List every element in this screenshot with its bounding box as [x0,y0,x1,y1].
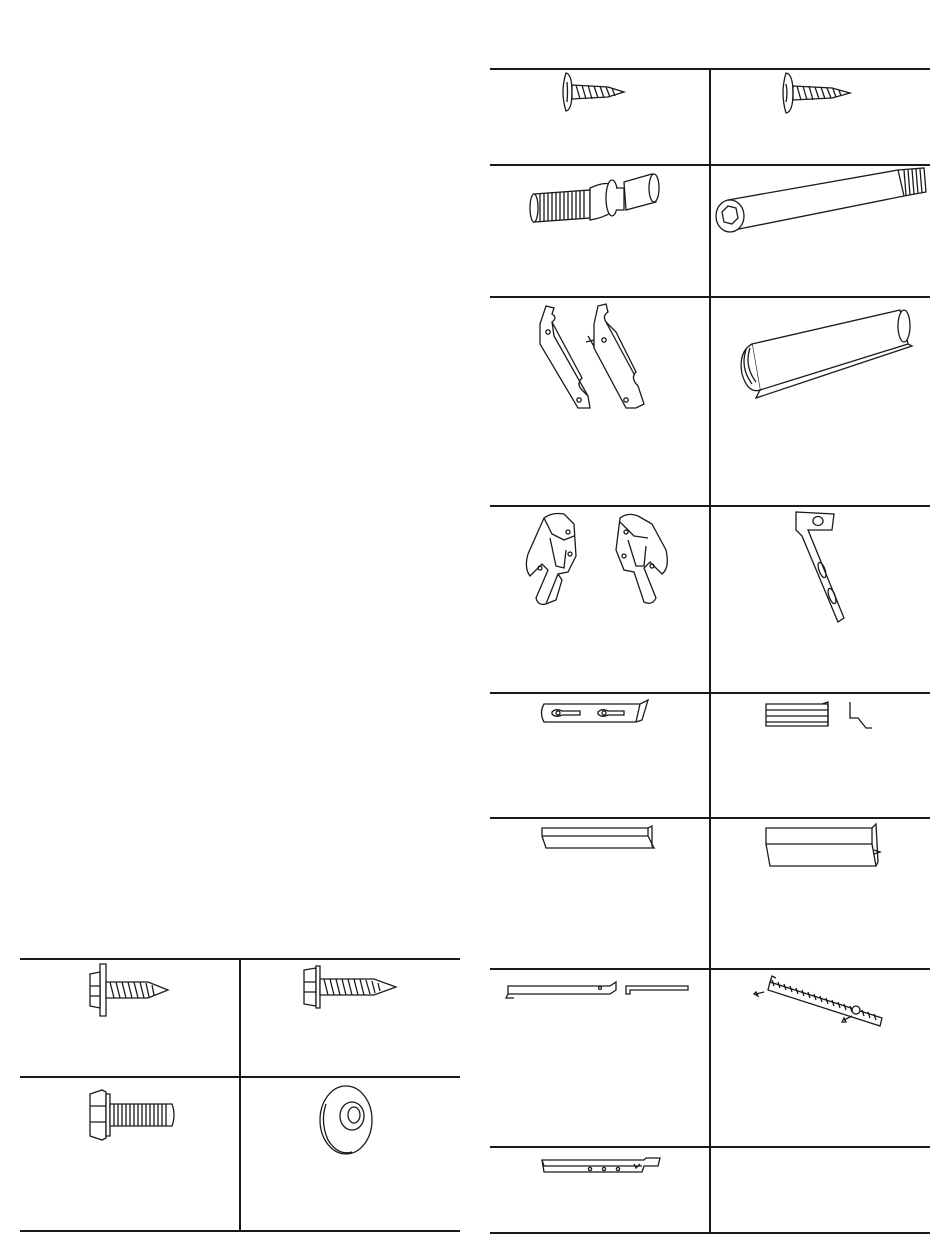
angle-strap-bracket-icon [790,508,850,626]
angle-channel-wide-icon [762,822,886,870]
perforated-bar-icon [538,1154,664,1178]
angle-channel-short-icon [536,822,658,852]
left-table-divider [239,958,241,1232]
right-table-divider [709,68,711,1234]
truss-head-screw-icon [778,70,854,116]
hex-washer-self-tapping-screw-icon [300,962,400,1012]
torsion-shaft-stub-icon [528,166,664,230]
truss-head-screw-icon [558,70,628,114]
rolled-sheet-icon [732,304,916,400]
flat-bar-and-strip-icon [504,980,690,1000]
washer-head-screw-icon [86,962,172,1018]
brush-seal-strip-icon [752,972,888,1032]
hex-shaft-tube-icon [712,166,930,238]
slotted-strap-icon [536,696,652,730]
end-bearing-brackets-pair-icon [532,300,656,412]
hinge-clips-pair-icon [520,510,676,608]
flat-washer-icon [316,1082,380,1158]
z-channel-profile-icon [762,698,882,734]
hex-bolt-icon [86,1086,178,1144]
